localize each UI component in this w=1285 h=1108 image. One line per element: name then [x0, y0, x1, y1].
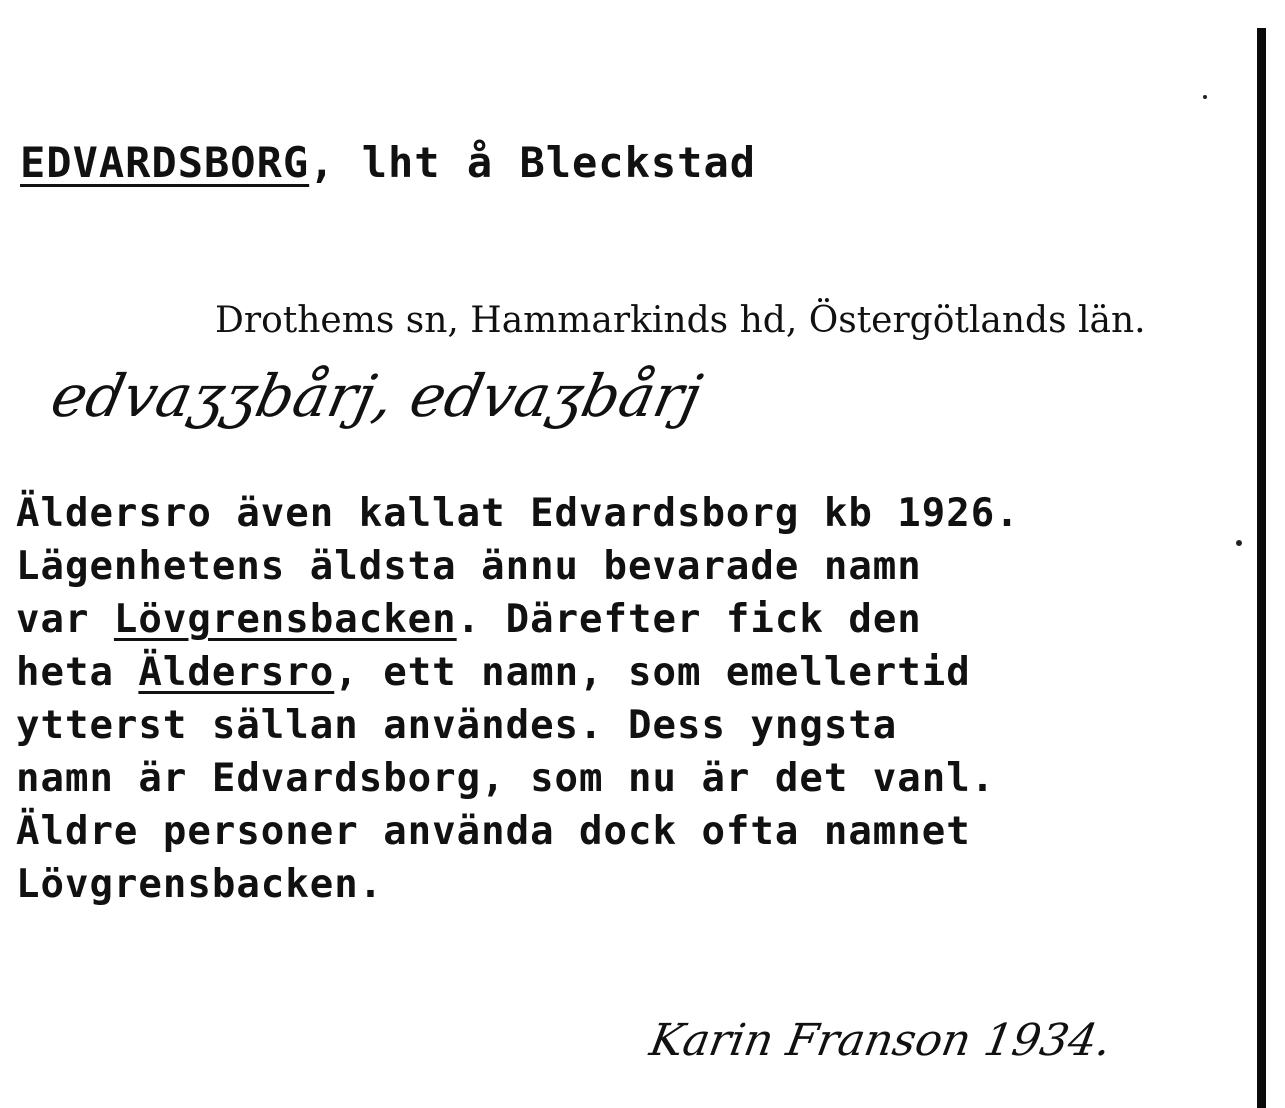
card-body-text	[16, 487, 1251, 911]
body-text-segment: , ett namn, som emellertid	[334, 650, 971, 695]
body-line: ytterst sällan användes. Dess yngsta	[16, 703, 898, 748]
body-line: namn är Edvardsborg, som nu är det vanl.	[16, 756, 996, 801]
place-description: , lht å Bleckstad	[309, 138, 757, 187]
body-line: Lägenhetens äldsta ännu bevarade namn	[16, 544, 922, 589]
underlined-name-lovgrensbacken: Lövgrensbacken	[113, 597, 457, 642]
body-text-segment: heta	[16, 650, 139, 695]
body-line: Lövgrensbacken.	[16, 862, 384, 907]
card-edge-line	[1257, 28, 1266, 1108]
body-line	[16, 646, 1251, 699]
place-heading	[20, 138, 756, 187]
body-text-segment: var	[16, 597, 114, 642]
scan-speck	[1203, 95, 1207, 99]
signature: Karin Franson 1934.	[646, 1015, 1116, 1066]
body-text-segment: . Därefter fick den	[456, 597, 922, 642]
underlined-name-aldersro: Äldersro	[138, 650, 335, 695]
body-line: Äldre personer använda dock ofta namnet	[16, 809, 971, 854]
place-name: EDVARDSBORG	[20, 138, 310, 187]
handwritten-pronunciation: edvaʒʒbårj, edvaʒbårj	[45, 362, 708, 430]
body-line	[16, 593, 1251, 646]
parish-line: Drothems sn, Hammarkinds hd, Östergötlands län.	[215, 300, 1146, 341]
body-line: Äldersro även kallat Edvardsborg kb 1926.	[16, 491, 1020, 536]
